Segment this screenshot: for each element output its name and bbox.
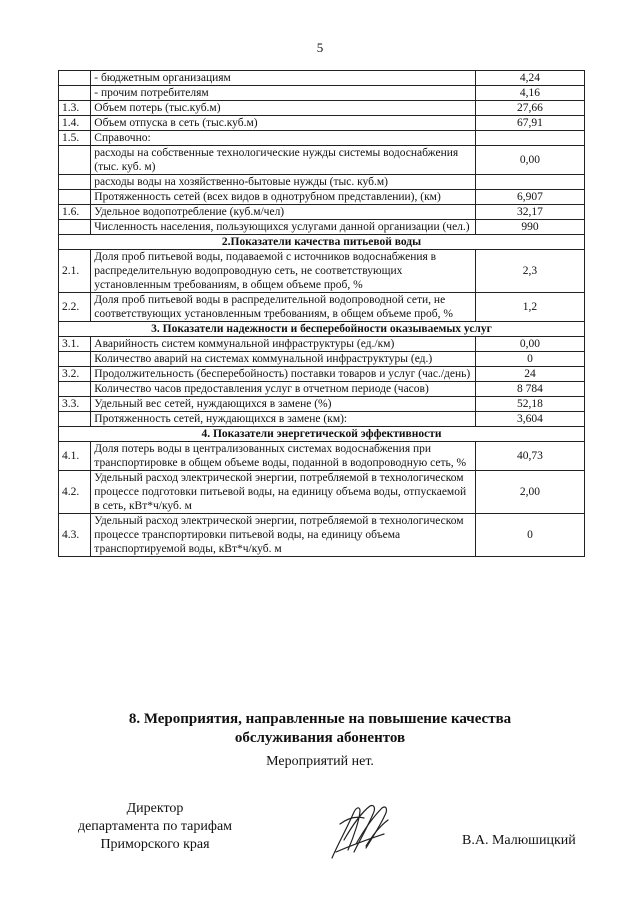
table-body	[59, 71, 585, 557]
row-number	[59, 190, 91, 205]
row-value: 1,2	[475, 293, 584, 322]
row-label: - прочим потребителям	[91, 86, 476, 101]
row-value: 24	[475, 367, 584, 382]
row-number	[59, 146, 91, 175]
row-value: 27,66	[475, 101, 584, 116]
indicators-table	[58, 70, 585, 557]
table-row	[59, 442, 585, 471]
section-header-row	[59, 322, 585, 337]
row-number: 1.3.	[59, 101, 91, 116]
row-value: 0	[475, 514, 584, 557]
row-value	[475, 131, 584, 146]
row-value: 40,73	[475, 442, 584, 471]
row-number	[59, 352, 91, 367]
row-label: Продолжительность (бесперебойность) поставки товаров и услуг (час./день)	[91, 367, 476, 382]
row-number: 1.5.	[59, 131, 91, 146]
row-label: Аварийность систем коммунальной инфраструктуры (ед./км)	[91, 337, 476, 352]
row-number: 1.6.	[59, 205, 91, 220]
signer-name: В.А. Малюшицкий	[462, 833, 576, 848]
table-row	[59, 471, 585, 514]
row-value: 990	[475, 220, 584, 235]
row-number	[59, 71, 91, 86]
row-number	[59, 412, 91, 427]
row-value: 67,91	[475, 116, 584, 131]
row-value: 32,17	[475, 205, 584, 220]
row-label: Объем потерь (тыс.куб.м)	[91, 101, 476, 116]
row-label: Доля потерь воды в централизованных системах водоснабжения при транспортировке в общем объеме воды, поданной в водопроводную сеть, %	[91, 442, 476, 471]
table-row	[59, 131, 585, 146]
row-value: 2,00	[475, 471, 584, 514]
row-label: расходы на собственные технологические нужды системы водоснабжения (тыс. куб. м)	[91, 146, 476, 175]
section-header-row	[59, 427, 585, 442]
section-header-row	[59, 235, 585, 250]
row-number: 1.4.	[59, 116, 91, 131]
section-title	[0, 710, 640, 748]
row-label: Удельный вес сетей, нуждающихся в замене (%)	[91, 397, 476, 412]
row-value: 4,24	[475, 71, 584, 86]
section-header: 3. Показатели надежности и бесперебойности оказываемых услуг	[59, 322, 585, 337]
row-number: 2.1.	[59, 250, 91, 293]
table-row	[59, 293, 585, 322]
row-value: 0,00	[475, 146, 584, 175]
section-header: 4. Показатели энергетической эффективности	[59, 427, 585, 442]
row-number: 2.2.	[59, 293, 91, 322]
row-number: 4.2.	[59, 471, 91, 514]
table-row	[59, 146, 585, 175]
row-label: Удельное водопотребление (куб.м/чел)	[91, 205, 476, 220]
handwritten-signature	[326, 800, 396, 867]
table-row	[59, 514, 585, 557]
row-label: Количество часов предоставления услуг в отчетном периоде (часов)	[91, 382, 476, 397]
section-title-line-2: обслуживания абонентов	[234, 730, 406, 746]
row-value: 4,16	[475, 86, 584, 101]
row-label: расходы воды на хозяйственно-бытовые нужды (тыс. куб.м)	[91, 175, 476, 190]
row-label: Протяженность сетей, нуждающихся в замене (км):	[91, 412, 476, 427]
row-label: Удельный расход электрической энергии, потребляемой в технологическом процессе транспортировки питьевой воды, на единицу объема транспортируемой воды, кВт*ч/куб. м	[91, 514, 476, 557]
row-label: Объем отпуска в сеть (тыс.куб.м)	[91, 116, 476, 131]
row-number: 3.3.	[59, 397, 91, 412]
row-number	[59, 382, 91, 397]
table-row	[59, 71, 585, 86]
row-value: 0	[475, 352, 584, 367]
row-label: Доля проб питьевой воды, подаваемой с источников водоснабжения в распределительную водопроводную сеть, не соответствующих установленным требованиям, в общем объеме проб, %	[91, 250, 476, 293]
row-value: 3,604	[475, 412, 584, 427]
row-label: Численность населения, пользующихся услугами данной организации (чел.)	[91, 220, 476, 235]
row-value: 52,18	[475, 397, 584, 412]
signer-position	[60, 800, 250, 854]
table-row	[59, 190, 585, 205]
row-value: 8 784	[475, 382, 584, 397]
page-number: 5	[316, 40, 324, 55]
signer-line-3: Приморского края	[100, 837, 210, 852]
row-number	[59, 175, 91, 190]
table-row	[59, 116, 585, 131]
table-row	[59, 250, 585, 293]
row-number	[59, 86, 91, 101]
table-row	[59, 412, 585, 427]
row-value: 2,3	[475, 250, 584, 293]
row-label: Удельный расход электрической энергии, потребляемой в технологическом процессе подготовки питьевой воды, на единицу объема воды, отпускаемой в сеть, кВт*ч/куб. м	[91, 471, 476, 514]
row-number: 3.1.	[59, 337, 91, 352]
table-row	[59, 220, 585, 235]
row-label: Протяженность сетей (всех видов в однотрубном представлении), (км)	[91, 190, 476, 205]
table-row	[59, 101, 585, 116]
row-value: 0,00	[475, 337, 584, 352]
signer-line-1: Директор	[126, 801, 184, 816]
section-header: 2.Показатели качества питьевой воды	[59, 235, 585, 250]
row-label: - бюджетным организациям	[91, 71, 476, 86]
table-row	[59, 352, 585, 367]
row-number: 3.2.	[59, 367, 91, 382]
no-measures-text: Мероприятий нет.	[266, 754, 374, 769]
row-value: 6,907	[475, 190, 584, 205]
table-row	[59, 337, 585, 352]
table-row	[59, 86, 585, 101]
row-label: Справочно:	[91, 131, 476, 146]
table-row	[59, 205, 585, 220]
row-value	[475, 175, 584, 190]
row-number	[59, 220, 91, 235]
row-label: Доля проб питьевой воды в распределительной водопроводной сети, не соответствующих установленным требованиям, в общем объеме проб, %	[91, 293, 476, 322]
section-title-line-1: 8. Мероприятия, направленные на повышение качества	[128, 711, 512, 727]
row-number: 4.1.	[59, 442, 91, 471]
table-row	[59, 175, 585, 190]
signer-line-2: департамента по тарифам	[77, 819, 233, 834]
row-label: Количество аварий на системах коммунальной инфраструктуры (ед.)	[91, 352, 476, 367]
row-number: 4.3.	[59, 514, 91, 557]
table-row	[59, 367, 585, 382]
table-row	[59, 382, 585, 397]
table-row	[59, 397, 585, 412]
